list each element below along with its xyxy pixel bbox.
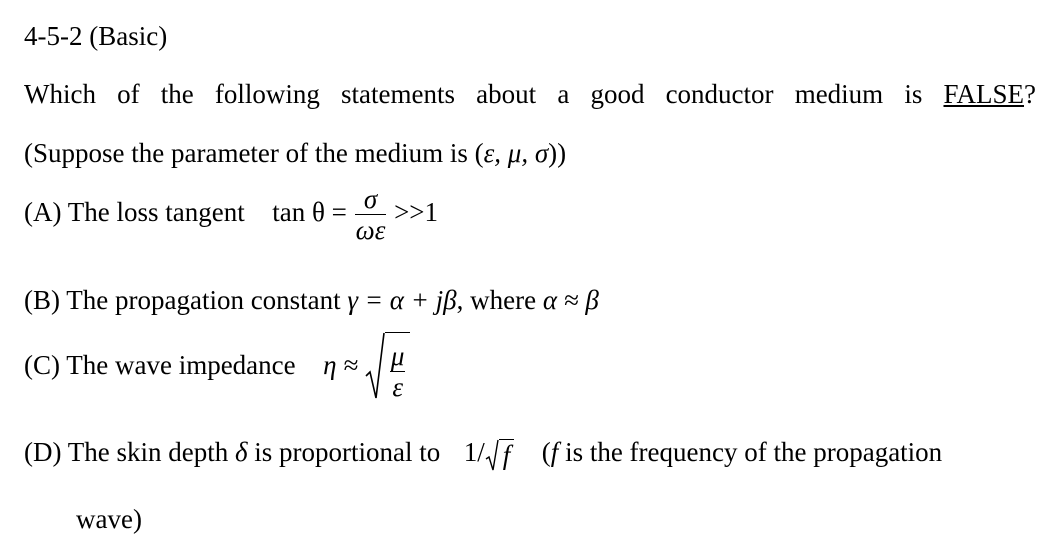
problem-id xyxy=(24,20,167,52)
false-emphasis: FALSE xyxy=(943,79,1024,109)
problem-id-text: 4-5-2 (Basic) xyxy=(24,21,168,51)
option-c-lhs: η ≈ xyxy=(323,350,359,380)
option-b: (B) The propagation constant γ = α + jβ, where α ≈ β xyxy=(24,285,599,315)
inverse-sqrt-f xyxy=(485,439,515,471)
parameter-note: (Suppose the parameter of the medium is (ε, μ, σ)) xyxy=(24,138,567,168)
option-d-radicand: f xyxy=(499,439,515,471)
alpha-beta-relation: α ≈ β xyxy=(542,285,599,315)
option-b-label: (B) The propagation constant xyxy=(24,285,348,315)
option-c-numerator: μ xyxy=(390,340,405,371)
option-a-rhs: >>1 xyxy=(394,197,439,227)
option-a-denominator: ωε xyxy=(355,215,386,246)
propagation-constant-expr: γ = α + jβ xyxy=(347,285,457,315)
option-c-label: (C) The wave impedance xyxy=(24,350,296,380)
skin-depth-symbol: δ xyxy=(234,437,248,467)
sqrt-symbol-d xyxy=(485,439,499,471)
option-a-label: (A) The loss tangent xyxy=(24,197,245,227)
medium-params: ε, μ, σ xyxy=(483,138,549,168)
option-a-lhs: tan θ = xyxy=(272,197,347,227)
wave-impedance-sqrt xyxy=(365,332,411,403)
option-c xyxy=(24,330,410,403)
option-d-continuation: wave) xyxy=(76,504,142,534)
option-a xyxy=(24,182,438,245)
loss-tangent-fraction xyxy=(354,184,388,245)
option-d: (D) The skin depth δ is proportional to 1/ f (f is the frequency of the propagation xyxy=(24,437,943,470)
inverse-sqrt-prefix: 1/ xyxy=(463,437,485,467)
question-stem: Which of the following statements about a good conductor medium is FALSE? xyxy=(24,79,1036,109)
frequency-symbol: f xyxy=(550,437,559,467)
option-a-numerator: σ xyxy=(363,184,378,215)
sqrt-symbol xyxy=(365,332,385,400)
option-c-denominator: ε xyxy=(392,371,403,402)
option-d-label-start: (D) The skin depth xyxy=(24,437,235,467)
